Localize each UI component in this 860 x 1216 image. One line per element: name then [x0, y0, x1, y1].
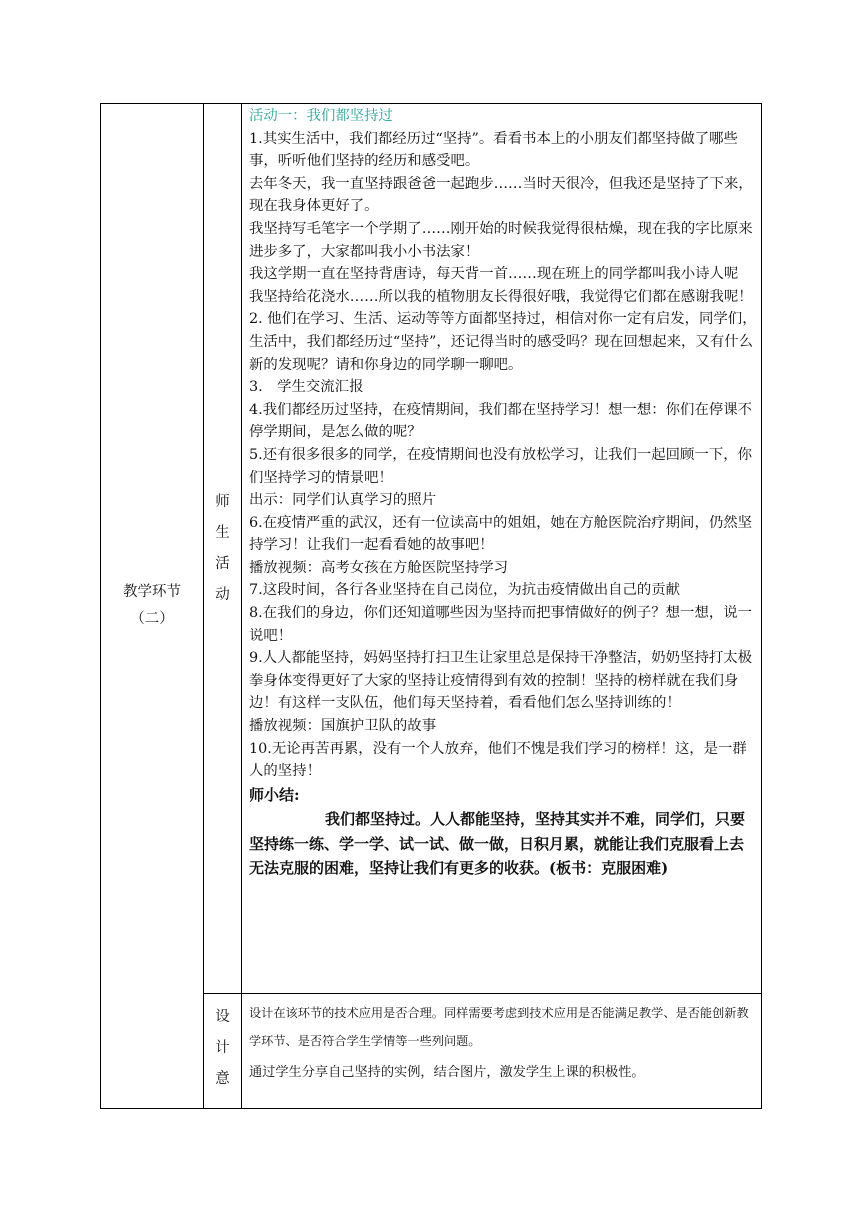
vertical-char: 活: [215, 555, 230, 572]
vertical-char: 意: [215, 1071, 230, 1087]
activity-paragraph: 5.还有很多很多的同学，在疫情期间也没有放松学习，让我们一起回顾一下，你们坚持学习的情景吧！: [249, 446, 753, 486]
activity-paragraph: 2. 他们在学习、生活、运动等等方面都坚持过，相信对你一定有启发，同学们，生活中，我们都经历过“坚持”，还记得当时的感受吗？现在回想起来，又有什么新的发现呢？请和你身边的同学聊一聊吧。: [249, 311, 757, 373]
activity-paragraph: 我坚持写毛笔字一个学期了……刚开始的时候我觉得很枯燥，现在我的字比原来进步多了，大家都叫我小小书法家！: [249, 220, 753, 260]
section-label-line2: （二）: [130, 611, 174, 627]
activity-paragraph: 出示：同学们认真学习的照片: [249, 492, 437, 509]
activity-paragraph: 我这学期一直在坚持背唐诗，每天背一首……现在班上的同学都叫我小诗人呢: [249, 266, 739, 283]
activity-paragraph: 4.我们都经历过坚持，在疫情期间，我们都在坚持学习！想一想：你们在停课不停学期间，是怎么做的呢？: [249, 401, 753, 441]
activity-paragraph: 10.无论再苦再累，没有一个人放弃，他们不愧是我们学习的榜样！这，是一群人的坚持！: [249, 740, 747, 780]
activity-paragraph: 9.人人都能坚持，妈妈坚持打扫卫生让家里总是保持干净整洁，奶奶坚持打太极拳身体变得更好了大家的坚持让疫情得到有效的控制！坚持的榜样就在我们身边！有这样一支队伍，他们每天坚持着，看看他们怎么坚持训练的！: [249, 650, 753, 712]
activity-paragraph: 我坚持给花浇水……所以我的植物朋友长得很好哦，我觉得它们都在感谢我呢！: [249, 288, 753, 305]
design-paragraph-1: 设计在该环节的技术应用是否合理。同样需要考虑到技术应用是否能满足教学、是否能创新教学环节、是否符合学生学情等一些列问题。: [249, 1006, 749, 1048]
section-label-line1: 教学环节: [123, 584, 181, 600]
activity-title: 活动一：我们都坚持过: [249, 108, 393, 124]
activity-vertical-label: [204, 104, 242, 994]
activity-row: [101, 104, 762, 994]
vertical-char: 动: [215, 586, 230, 603]
vertical-char: 生: [215, 524, 230, 541]
vertical-char: 师: [215, 493, 230, 510]
design-paragraph-2: 通过学生分享自己坚持的实例，结合图片，激发学生上课的积极性。: [249, 1065, 645, 1080]
activity-paragraph: 7.这段时间，各行各业坚持在自己岗位，为抗击疫情做出自己的贡献: [249, 582, 681, 599]
activity-paragraph: 播放视频：高考女孩在方舱医院坚持学习: [249, 559, 509, 576]
summary-text: 我们都坚持过。人人都能坚持，坚持其实并不难，同学们，只要坚持练一练、学一学、试一试、做一做，日积月累，就能让我们克服看上去无法克服的困难，坚持让我们有更多的收获。(板书：克服困难): [249, 810, 746, 878]
lesson-plan-table: [100, 103, 762, 1109]
activity-paragraph: 去年冬天，我一直坚持跟爸爸一起跑步……当时天很冷，但我还是坚持了下来，现在我身体更好了。: [249, 175, 753, 215]
section-label-cell: [101, 104, 204, 1109]
summary-heading: 师小结:: [249, 785, 300, 804]
activity-paragraph: 3. 学生交流汇报: [249, 379, 364, 396]
activity-paragraph: 1.其实生活中，我们都经历过“坚持”。看看书本上的小朋友们都坚持做了哪些事，听听他们坚持的经历和感受吧。: [249, 130, 738, 170]
activity-paragraph: 6.在疫情严重的武汉，还有一位读高中的姐姐，她在方舱医院治疗期间，仍然坚持学习！让我们一起看看她的故事吧！: [249, 514, 753, 554]
activity-content: [242, 104, 762, 994]
vertical-char: 计: [215, 1040, 230, 1056]
activity-paragraph: 播放视频：国旗护卫队的故事: [249, 718, 437, 735]
design-content: [242, 994, 762, 1109]
vertical-char: 设: [215, 1009, 230, 1025]
design-vertical-label: [204, 994, 242, 1109]
activity-paragraph: 8.在我们的身边，你们还知道哪些因为坚持而把事情做好的例子？想一想，说一说吧！: [249, 605, 753, 644]
